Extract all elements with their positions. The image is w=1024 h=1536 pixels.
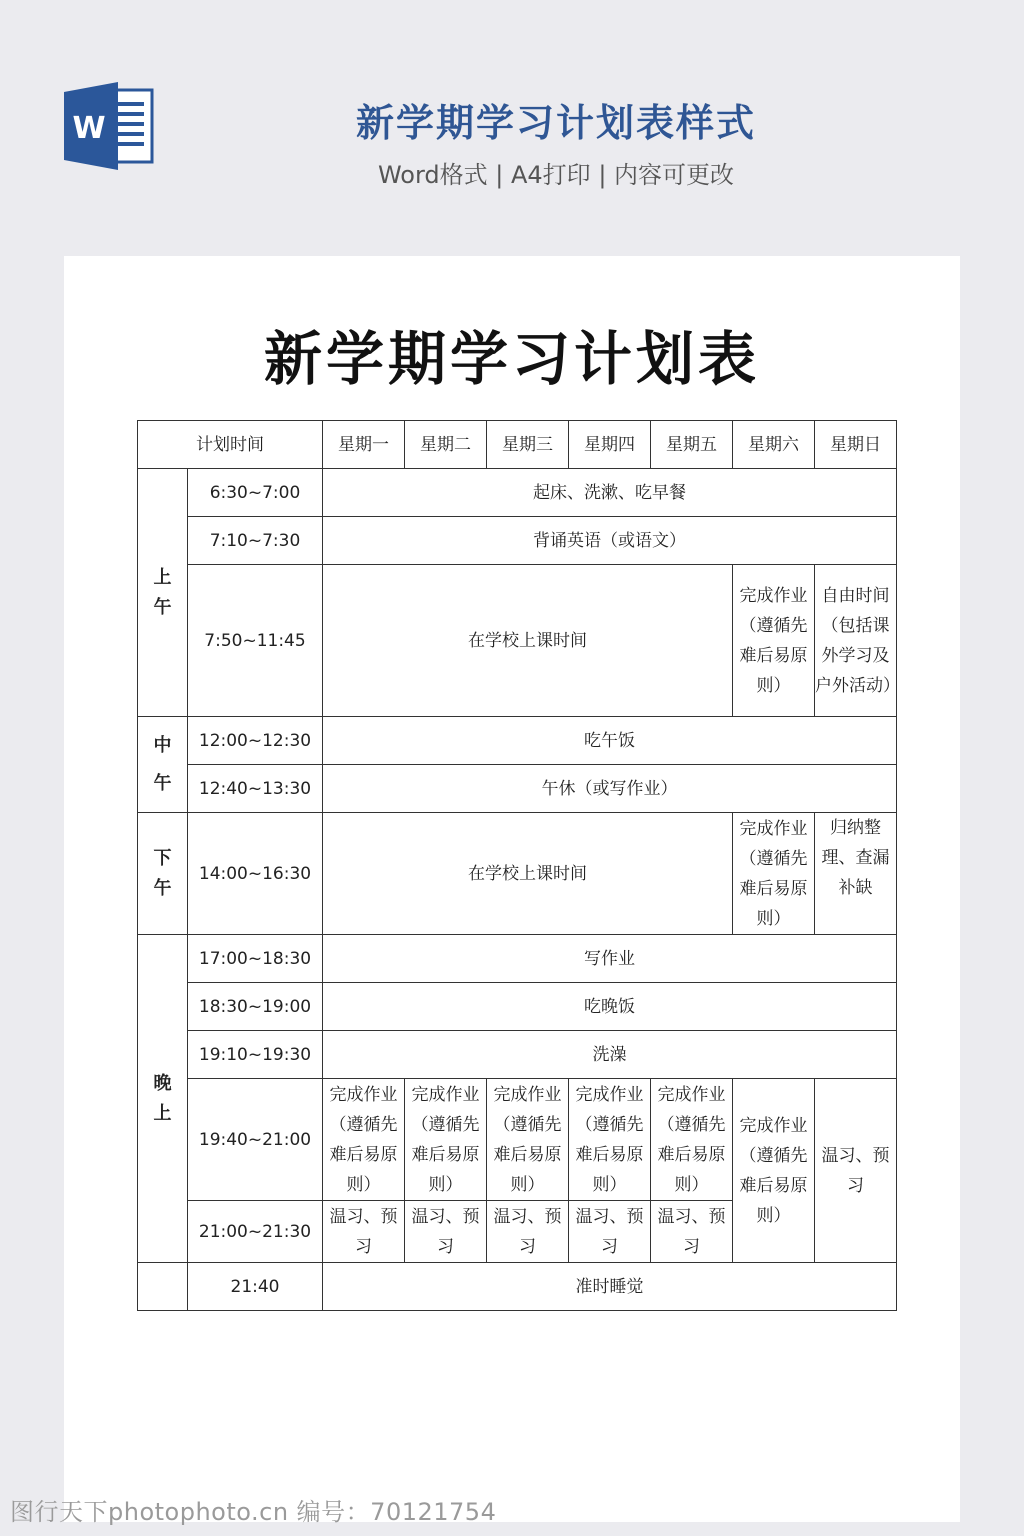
- table-row: [138, 1079, 897, 1201]
- period-label-empty: [138, 1263, 188, 1311]
- activity-cell: 午休（或写作业）: [323, 765, 897, 813]
- header-day: 星期六: [733, 421, 815, 469]
- time-cell: 14:00~16:30: [188, 813, 323, 935]
- watermark: 图行天下photophoto.cn 编号：70121754: [10, 1498, 497, 1526]
- time-cell: 21:00~21:30: [188, 1201, 323, 1263]
- header-day: 星期四: [569, 421, 651, 469]
- weekday-cell: 完成作业（遵循先难后易原则）: [405, 1079, 487, 1201]
- document-page: [64, 256, 960, 1522]
- header-day: 星期日: [815, 421, 897, 469]
- weekday-cell: 温习、预习: [405, 1201, 487, 1263]
- saturday-cell: 完成作业（遵循先难后易原则）: [733, 813, 815, 935]
- header-day: 星期一: [323, 421, 405, 469]
- weekday-cell: 温习、预习: [487, 1201, 569, 1263]
- period-label-morning: 上午: [138, 469, 188, 717]
- activity-cell: 在学校上课时间: [323, 813, 733, 935]
- word-logo-letter: W: [72, 111, 106, 146]
- period-label-noon: 中午: [138, 717, 188, 813]
- weekday-cell: 完成作业（遵循先难后易原则）: [569, 1079, 651, 1201]
- activity-cell: 吃午饭: [323, 717, 897, 765]
- banner-title: 新学期学习计划表样式: [355, 101, 756, 145]
- activity-cell: 吃晚饭: [323, 983, 897, 1031]
- weekday-cell: 完成作业（遵循先难后易原则）: [651, 1079, 733, 1201]
- activity-cell: 在学校上课时间: [323, 565, 733, 717]
- activity-cell: 准时睡觉: [323, 1263, 897, 1311]
- table-row: [138, 765, 897, 813]
- sunday-cell: 温习、预习: [815, 1079, 897, 1263]
- table-row: [138, 1263, 897, 1311]
- table-row: [138, 469, 897, 517]
- document-title: 新学期学习计划表: [263, 325, 760, 393]
- activity-cell: 起床、洗漱、吃早餐: [323, 469, 897, 517]
- study-plan-table: [137, 420, 900, 1311]
- table-row: [138, 935, 897, 983]
- table-row: [138, 565, 897, 717]
- word-app-icon: [64, 82, 156, 170]
- header-day: 星期三: [487, 421, 569, 469]
- header-day: 星期五: [651, 421, 733, 469]
- time-cell: 7:10~7:30: [188, 517, 323, 565]
- activity-cell: 背诵英语（或语文）: [323, 517, 897, 565]
- time-cell: 6:30~7:00: [188, 469, 323, 517]
- weekday-cell: 完成作业（遵循先难后易原则）: [487, 1079, 569, 1201]
- header-time: 计划时间: [138, 421, 323, 469]
- time-cell: 19:10~19:30: [188, 1031, 323, 1079]
- period-label-evening: 晚上: [138, 935, 188, 1263]
- header-banner: [0, 0, 1024, 256]
- weekday-cell: 温习、预习: [569, 1201, 651, 1263]
- table-header-row: [138, 421, 897, 469]
- period-label-afternoon: 下午: [138, 813, 188, 935]
- time-cell: 18:30~19:00: [188, 983, 323, 1031]
- weekday-cell: 温习、预习: [651, 1201, 733, 1263]
- table-row: [138, 983, 897, 1031]
- activity-cell: 写作业: [323, 935, 897, 983]
- saturday-cell: 完成作业（遵循先难后易原则）: [733, 565, 815, 717]
- time-cell: 7:50~11:45: [188, 565, 323, 717]
- time-cell: 12:40~13:30: [188, 765, 323, 813]
- activity-cell: 洗澡: [323, 1031, 897, 1079]
- table-row: [138, 813, 897, 935]
- sunday-cell: 归纳整理、查漏补缺: [815, 813, 897, 935]
- time-cell: 21:40: [188, 1263, 323, 1311]
- weekday-cell: 完成作业（遵循先难后易原则）: [323, 1079, 405, 1201]
- time-cell: 12:00~12:30: [188, 717, 323, 765]
- table-row: [138, 517, 897, 565]
- sunday-cell: 自由时间（包括课外学习及户外活动）: [815, 565, 897, 717]
- table-row: [138, 717, 897, 765]
- saturday-cell: 完成作业（遵循先难后易原则）: [733, 1079, 815, 1263]
- weekday-cell: 温习、预习: [323, 1201, 405, 1263]
- time-cell: 19:40~21:00: [188, 1079, 323, 1201]
- header-day: 星期二: [405, 421, 487, 469]
- table-row: [138, 1031, 897, 1079]
- time-cell: 17:00~18:30: [188, 935, 323, 983]
- banner-subtitle: Word格式 | A4打印 | 内容可更改: [377, 161, 735, 189]
